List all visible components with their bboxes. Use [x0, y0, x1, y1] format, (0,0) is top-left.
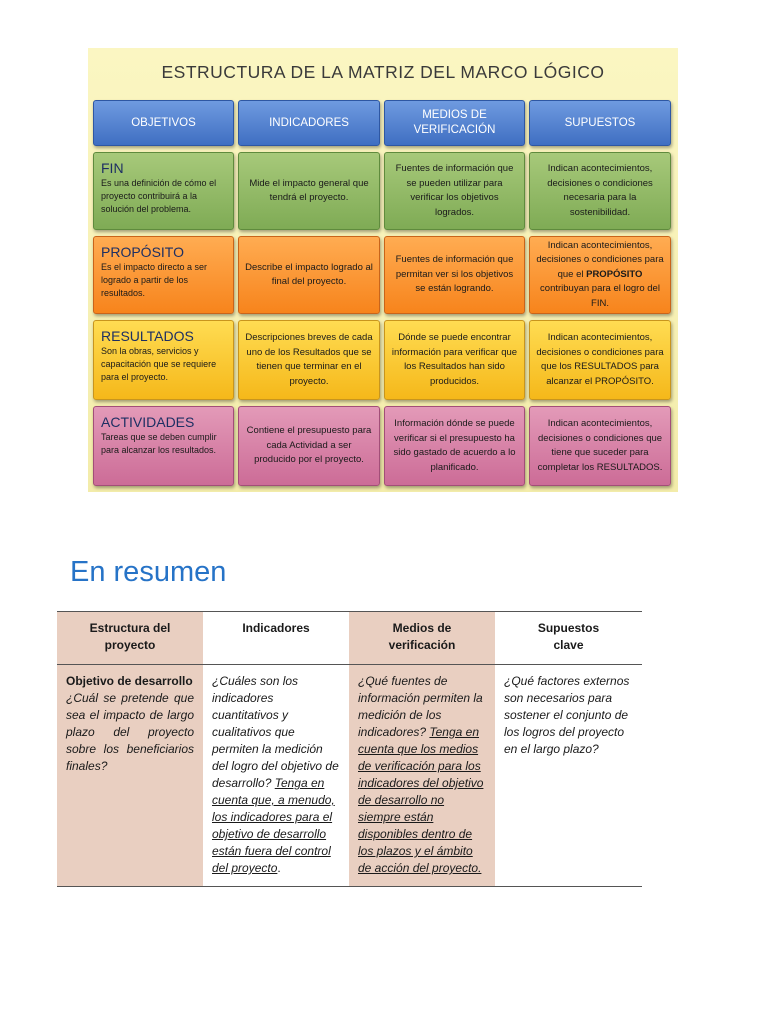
matrix-header-indicadores: INDICADORES [238, 100, 380, 146]
proposito-description: Es el impacto directo a ser logrado a partir de los resultados. [101, 262, 208, 298]
fin-indicador: Mide el impacto general que tendrá el proyecto. [238, 152, 380, 230]
proposito-supuestos [529, 236, 671, 314]
matrix-title: ESTRUCTURA DE LA MATRIZ DEL MARCO LÓGICO [161, 62, 605, 82]
proposito-medios: Fuentes de información que permitan ver si los objetivos se están logrando. [384, 236, 525, 314]
matrix-header-medios: MEDIOS DE VERIFICACIÓN [384, 100, 525, 146]
actividades-supuestos: Indican acontecimientos, decisiones o condiciones que tiene que suceder para completar los RESULTADOS. [529, 406, 671, 486]
proposito-title: PROPÓSITO [101, 244, 184, 260]
header-indicadores: Indicadores [242, 621, 310, 635]
actividades-medios: Información dónde se puede verificar si el presupuesto ha sido gastado de acuerdo a lo planificado. [384, 406, 525, 486]
cell-medios-note: Tenga en cuenta que los medios de verificación para los indicadores del objetivo de desarrollo no siempre están disponibles dentro de los plazos y el ámbito de acción del proyecto. [358, 725, 484, 875]
fin-title: FIN [101, 160, 124, 176]
matrix-row-proposito-objective [93, 236, 234, 314]
matrix-row-resultados-objective [93, 320, 234, 400]
cell-objetivo [57, 665, 203, 887]
resultados-description: Son la obras, servicios y capacitación que se requiere para el proyecto. [101, 346, 217, 382]
header-supuestos: Supuestos clave [537, 621, 600, 652]
cell-supuestos [495, 665, 642, 887]
proposito-supuestos-a: Indican acontecimientos, decisiones o condiciones para que el [536, 239, 664, 280]
cell-supuestos-question: ¿Qué factores externos son necesarios para sostener el conjunto de los logros del proyecto en el largo plazo? [504, 674, 630, 756]
header-estructura: Estructura del proyecto [57, 612, 203, 665]
cell-medios [349, 665, 495, 887]
cell-indicadores-question: ¿Cuáles son los indicadores cuantitativos y cualitativos que permiten la medición del logro del objetivo de desarrollo? [212, 674, 339, 790]
fin-description: Es una definición de cómo el proyecto contribuirá a la solución del problema. [101, 178, 217, 214]
proposito-indicador: Describe el impacto logrado al final del proyecto. [238, 236, 380, 314]
fin-medios: Fuentes de información que se pueden utilizar para verificar los objetivos logrados. [384, 152, 525, 230]
header-medios: Medios de verificación [349, 612, 495, 665]
cell-medios-question: ¿Qué fuentes de información permiten la medición de los indicadores? [358, 674, 483, 739]
matrix-row-actividades-objective [93, 406, 234, 486]
resultados-supuestos: Indican acontecimientos, decisiones o condiciones para que los RESULTADOS para alcanzar el PROPÓSITO. [529, 320, 671, 400]
resultados-title: RESULTADOS [101, 328, 194, 344]
actividades-description: Tareas que se deben cumplir para alcanzar los resultados. [101, 432, 217, 455]
proposito-supuestos-c: contribuyan para el logro del FIN. [540, 283, 660, 309]
fin-supuestos: Indican acontecimientos, decisiones o condiciones necesaria para la sostenibilidad. [529, 152, 671, 230]
cell-objetivo-question: ¿Cuál se pretende que sea el impacto de largo plazo del proyecto sobre los beneficiarios finales? [66, 691, 194, 773]
matrix-header-objetivos: OBJETIVOS [93, 100, 234, 146]
proposito-supuestos-b: PROPÓSITO [586, 268, 643, 280]
matrix-row-fin-objective [93, 152, 234, 230]
actividades-title: ACTIVIDADES [101, 414, 195, 430]
table-row [57, 665, 642, 887]
resultados-medios: Dónde se puede encontrar información para verificar que los Resultados han sido producidos. [384, 320, 525, 400]
summary-table [57, 611, 642, 887]
matrix-header-supuestos: SUPUESTOS [529, 100, 671, 146]
cell-indicadores-note: Tenga en cuenta que, a menudo, los indicadores para el objetivo de desarrollo están fuera del control del proyecto [212, 776, 335, 875]
marco-logico-matrix-figure [88, 48, 678, 492]
summary-header-row [57, 612, 642, 665]
cell-indicadores [203, 665, 349, 887]
actividades-indicador: Contiene el presupuesto para cada Actividad a ser producido por el proyecto. [238, 406, 380, 486]
section-heading: En resumen [70, 556, 227, 588]
cell-objetivo-label: Objetivo de desarrollo [66, 674, 193, 688]
cell-indicadores-end: . [277, 861, 281, 875]
resultados-indicador: Descripciones breves de cada uno de los Resultados que se tienen que terminar en el proyecto. [238, 320, 380, 400]
